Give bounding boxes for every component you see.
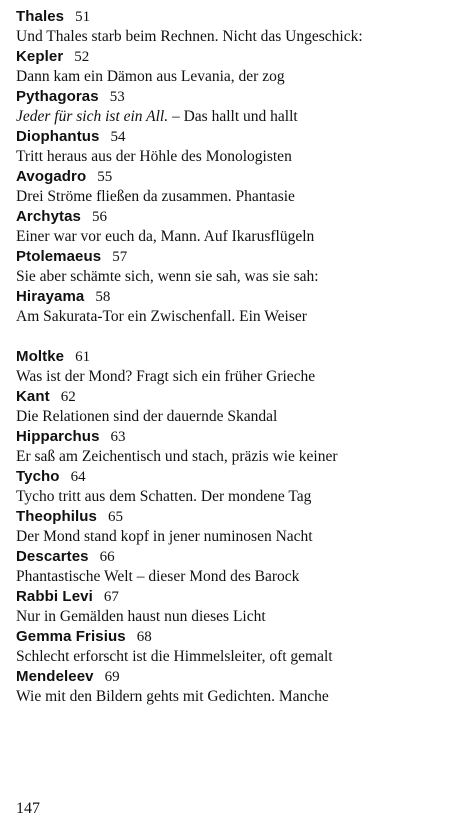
list-item [16, 507, 456, 547]
entry-title: Gemma Frisius [16, 628, 126, 645]
entry-page-number: 56 [92, 209, 107, 225]
list-item [16, 547, 456, 587]
entry-first-line-italic: Jeder für sich ist ein All. [16, 108, 169, 125]
contents-group-1 [16, 7, 456, 327]
list-item [16, 47, 456, 87]
page-number: 147 [16, 800, 40, 817]
entry-first-line: Und Thales starb beim Rechnen. Nicht das Ungeschick: [16, 28, 363, 45]
entry-page-number: 62 [60, 389, 76, 405]
entry-title: Pythagoras [16, 88, 99, 105]
entry-page-number: 68 [136, 629, 152, 645]
entry-first-line: Tycho tritt aus dem Schatten. Der mondene Tag [16, 488, 312, 505]
entry-title: Moltke [16, 348, 65, 365]
list-item [16, 7, 456, 47]
entry-page-number: 64 [70, 469, 86, 485]
entry-page-number: 57 [112, 249, 128, 265]
entry-first-line: Was ist der Mond? Fragt sich ein früher Grieche [16, 368, 316, 385]
contents-group-2 [16, 347, 456, 707]
entry-title: Tycho [16, 468, 60, 485]
list-item [16, 207, 456, 247]
entry-first-line: Drei Ströme fließen da zusammen. Phantasie [16, 188, 295, 205]
entry-title: Rabbi Levi [16, 588, 93, 605]
entry-title: Mendeleev [16, 668, 94, 685]
list-item [16, 247, 456, 287]
list-item [16, 167, 456, 207]
entry-title: Ptolemaeus [16, 248, 102, 265]
list-item [16, 467, 456, 507]
entry-page-number: 52 [74, 49, 90, 65]
entry-title: Hipparchus [16, 428, 100, 445]
entry-page-number: 69 [104, 669, 120, 685]
entry-page-number: 55 [97, 169, 113, 185]
group-spacer [16, 327, 456, 347]
table-of-contents [16, 7, 456, 707]
entry-title: Avogadro [16, 168, 87, 185]
entry-page-number: 61 [75, 349, 91, 365]
list-item [16, 87, 456, 127]
entry-first-line: Die Relationen sind der dauernde Skandal [16, 408, 278, 425]
entry-first-line: Sie aber schämte sich, wenn sie sah, was sie sah: [16, 268, 319, 285]
entry-title: Kepler [16, 48, 64, 65]
entry-page-number: 66 [99, 549, 115, 565]
list-item [16, 127, 456, 167]
list-item [16, 387, 456, 427]
entry-first-line: Tritt heraus aus der Höhle des Monologisten [16, 148, 292, 165]
entry-title: Thales [16, 8, 65, 25]
entry-page-number: 67 [103, 589, 119, 605]
entry-page-number: 58 [95, 289, 111, 305]
entry-title: Kant [16, 388, 50, 405]
entry-first-line: Am Sakurata-Tor ein Zwischenfall. Ein Weiser [16, 308, 307, 325]
entry-first-line: Schlecht erforscht ist die Himmelsleiter, oft gemalt [16, 648, 333, 665]
entry-title: Hirayama [16, 288, 85, 305]
entry-first-line: Er saß am Zeichentisch und stach, präzis wie keiner [16, 448, 338, 465]
entry-page-number: 51 [75, 9, 91, 25]
entry-first-line [16, 107, 456, 127]
list-item [16, 667, 456, 707]
entry-first-line: Dann kam ein Dämon aus Levania, der zog [16, 68, 285, 85]
entry-title: Theophilus [16, 508, 97, 525]
entry-page-number: 63 [110, 429, 126, 445]
entry-first-line: Nur in Gemälden haust nun dieses Licht [16, 608, 266, 625]
list-item [16, 587, 456, 627]
entry-page-number: 53 [109, 89, 125, 105]
list-item [16, 427, 456, 467]
entry-title: Diophantus [16, 128, 100, 145]
entry-title: Descartes [16, 548, 89, 565]
list-item [16, 627, 456, 667]
list-item [16, 287, 456, 327]
entry-first-line: Phantastische Welt – dieser Mond des Barock [16, 568, 300, 585]
entry-first-line: Wie mit den Bildern gehts mit Gedichten. Manche [16, 688, 329, 705]
entry-first-line: Einer war vor euch da, Mann. Auf Ikarusflügeln [16, 228, 315, 245]
entry-title: Archytas [16, 208, 81, 225]
list-item [16, 347, 456, 387]
entry-first-line: Der Mond stand kopf in jener numinosen Nacht [16, 528, 313, 545]
entry-page-number: 65 [108, 509, 123, 525]
entry-first-line-rest: – Das hallt und hallt [168, 108, 298, 125]
entry-page-number: 54 [110, 129, 126, 145]
